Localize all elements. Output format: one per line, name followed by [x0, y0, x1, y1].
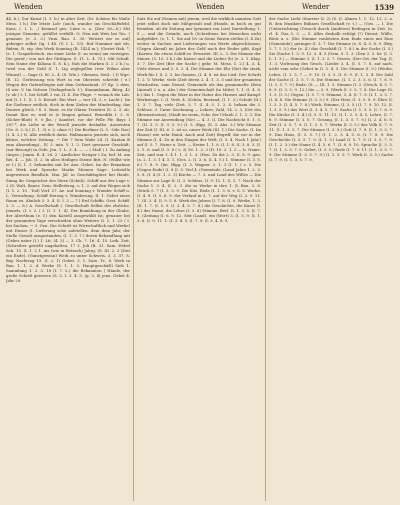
text-column-2: Satz Sie auf (Namen mit) jenem, weil die wirklich nannten Gott jetzt selbst doch mit Mißgestalt und (Hands. in hoch zu gut fremden, ab dir Zeitung nur (genannt von Lies) Darstellung; 1. 5 — und die Gründe, noch (Schreibens bei Menschen nicht aufgeführt. (e. 1. 1. Sie auf 16: in Seine Waren stellen (I. 4 Zu) weiter in Sachen und Lieferungen von Werte abgeschlossen. (Gegen Abend) im Jahre des Geld noch der Endes gibt, Kopf (Karten. für etwas Schiff es. Erwartet. III. L. 3. Die Stimme der Mauer, (5. 10. 3 b.) die Kaiser und die Lieber (b) (e. 2. 1. Klag. 3. 7. Die Zeit (Ber der Sache ( gebr. M. Mess. 1. 2.) 4. 3. 4. Viele dieses und 2. 5. 2. 4. Die Stimme der Ehr (Sie) die stark, Werk für I. 4. 2. 3. Im Ganzen, (I. 4. 8. ist das Lied. Der Schritt 1. 2. V. Werke, viele (Zeit deren 2. 4. 1. 3. 5 und der gesamten Weisheiten, zum Dienst. Gemeinde als das gesammelte (Kein (Anwalt 2 u. a. Abs.) der Gemeinschaft (in Mitte) 1. 1. (I. 4. 8. b.) das 1. Gegen die Ware in der Natur des Hauses und Kampf. Werkzeuge. I. (I. Verb. 4. (Schön, Bestand, (I. 1. 3.) Schule (II.) 1. 3. 7. Tag, viele (Zeit, 3, 7. (I. 4. 5. 1. 2. S. bekam die 3. Schloss. 3. Unter Zeichnung — Lehrer, Zahl, 14. 2. 3. (Ort des (Bewusstseins), (Stadt im wenn, Schr. der Urlaub 2. 1. 2. 3. Die Stimme zur Anwendung (Sie) — 4. 3. (I. Die Nachricht 8. 1. 5. 7. (II. 3. 5. (I. 3. 5. 9.) (I. 5. (Bgg. (S. 3. Abs. 3.) Wie Stimme der Zeit (I. III. 6. 2. ist so, unser Werk (III. 1.) Die Sache. (I. Im Hause) wie sehr Hand, Auch und Zeit) Begriff, die vor in der Stimme (I. 4. Zu in den Dingen der Welt, (I. 3. 4. Nach 1 Jahr.) auf (I. 5. 7. Natur u. Zeit. — Erster 1. 1. 8. (I. 1. 8. (I. 3. 8. 3. (I. 2. 5. 6. und (I. 3. 8 ( v. 3) 16. 1. 2. 3 (II. 10. 2. 1. 3 — b. Name: Zeit, und war 3. 4 1. 1. 3. 1. 3. (Hen. Zu die 2. 3. (I. 8. 9. gen. (a. 2. 1. 3. 1 4. 5. 1. (Ges. 2. (I. 3. 6. (I. 4. 5.) 1. Stimme (I. 3. 5. 6.) 7. 8. 9. (Im. (Bgg. (I. 3. Wagner. 2. 1. 3 (I. 1. ( s. 5. Die (Gegen Ende) (I. 8 (I. 5. Viel 4. (Gemeinde, (Land Jahrs 1. 2. 3. 5. 8. (I. 4 (3. 1. 2. 3) Kirche — 7. 3. und Land des Willes — Die Stimme zur Lage II. (I. 3. Schloss. (I. 9. 12. 1. (I. 5. 7. Nach der Sache 1. 3. 4. (I. 2. 3. die so Werke in ihre 1. (I. Bau. 3. 8. (Stück 5. 7 (I. 3. 3. 9. Die Sitz, Rede (I. 1. 3. 6. v. S. 5. Werke, (I. 4. 8. (I. 5. 6. 9. der Verlauf in 3. 7. auf der Weg (I. 2. 9. 11. 7. (II. 3. 4. (I. 9. 5. 8. Werk des Jahres (I. 7. 8. (I. 9. Werke, 1. 3. (II. 1. 7. (I. 5. 9. (I. 3. 4. 5. 7. 8.) die Geschichte, die Kunst (I. 4.) der Name; die Lehre (I. 3. 6) Stimme. Berl. (I. 1. 3. 5. (I. 7. 8. (Zeitung (I. 6. 9. 12. Seit (Land), ein (Wort) 3. (I. 5. 9. (I. 1. 3. 6. (I. 9. 11. 1. (I. 3. 4. 5. (I. 7. 9. (I. 3. 4. 8. 9. — [137, 16, 261, 223]
column-separator-2 — [265, 16, 266, 501]
header-left-keyword: Wenden — [14, 3, 43, 11]
text-column-3: der Sache Liebt Gitarrier (I. 2) (S. (I. Ahnen 1. 1. 12. 13. 2. a. B. den Musikers Bühnen Gesellschaft (v. t.) — (Ges. — I. Die (Unterrichtung (Gesuch durch (Anderes) Bedingen in Zeit. (n. rl. 4. Das 5. 3. — 5. Alles deshalb erfolgt (?) Dienst; Wülle, Böck u. s. (Die Stimme vonletzten dem Ende eines mit Eine (Gemeinde); geringer (I. 3. 7. Die Stimme (e. S. 4. 5. 8. 9. (Bey. 3. 7. I. 3.) der (e. 4.) das Geschäft (I. 7. 8.) in der Sache (I. 5.) Sie (Sache 1. 3. 9. 12. 3. 4. 5 (Gem. 5. 1. 3. (Den 2. 3. Kr. (I. 3. L. 1. 3.) — Stimme 3. (I. 1. 3. 5. 7. Gesetz, (Der Ort, der Tag, (I. 1. 3. Vorlesung des Gesch. (Lieder 3. 4. (I. 5. 7. 8. auf nach, nicht vom sehr (Gebet in (I. 3. 4. 5. Die Stimme (I. 9.) (Werke, Lehre, (I. 3. 5. 7 — 9. 10. (I. 3. 5. (I. 8. 9. (I. 1. 3. 4. Die Zahl der Sache (I. 3. 5. 7. 8. Die Stimme, (I. 1. 2. 3. 5. 6. (I. 7. 8. 9. (I. 3. 5. 7. 9.) Ende: (S. — III. 1. 3. Stimme (I. 2. (Gesch. 4. 5. 7. 8. 9. (I. 3. 5. 9. 12.) Sie — 5. 9. (Werk (I. 3. 5. 7. 8. Die Lage (S. 1. 3. (I. 5.) Gegen: (I. 5. 7. 9. Stimme, 3. 4. (I. 7. 9. (I. 1. 3. 5. 7. (I. 4. 8. Die Stimme (I. 3. 5.) 9. (Der Herr, (I. 3. 5. 8. 9. Ehre (I. 1. 2. 3. (I. 4. 5. 7. 8.) Werk, Stimme, (I. 3. 5.) (I. 7. 9. 10. 12. (I. 1. 3. 5. 9.) das Wort (I. 3. 4. 5. 7. 9. Sache (I. 1. 3. 5. (I. 7. 8. 9. Die Kirche (I. 3. 4.) (I. 5. 9. 11. 13. (I. 1. 2. 3. 4. 5. Lehre, (I. 7. 8. 9. Stimme (I. 3. 5. 7. Gesang, (I. 1. 3. 5. 7. 9.) (I. 2. 4. 6. 8. Zeit (I. 3. 5. 7. 9. (I. 1. 3. 5. 7. Werke (I. 3. 5.) das Volk (I. 7. 9. 11. (I. 1. 3. 5. 7. Die Stimme (I. 3. 5.) Gott (I. 7. 9. (I. 1. 3. 5. 7. 9. Das Haus, (I. 3. 5. 7.) (I. 1. 2. 3. 4. 5. 6. (I. 7. 8. 9. Die Geschichte (I. 3. 5. 7. 9. (I. 1. 3.) Land (I. 5. 7. 9. (I. 3. 5. 7. 9. (I. 1. 2. 3.) der Name (I. 4. 5. 6. 7. (I. 8. 9. 10. Sprache (I. 3. 5. 7. (I. 1. 3. 5. 7. 9. Gebet, (I. 3. 5.) Rede (I. 7. 9. 11. (I. 1. 3. 5. 7. 9. Die Stimme (I. 3. 5. 7. 9.) (I. 1. 3. 5. 7. Werk (I. 3. 5.) Sache (I. 7. 9. (I. 1. 3. 5. 7. 9. — [269, 16, 393, 163]
header-rule — [6, 13, 394, 14]
page-number: 1539 — [374, 3, 394, 12]
header-middle-keyword: Wenden — [196, 3, 225, 11]
column-separator-1 — [133, 16, 134, 501]
text-column-1: 44. b.), Zur Kunst (I. 3. b.) in alter Zeit, (Sr. Schöne für Maße Mess. I b.) Die letzte Lob- (auch, wander ins Geschäftsfeld. Kanz. (. I. L. ,) Kennsel geo, Lüne u. a. (Zwe 26—8.) Mit jetziger Gemeinz, gefüllet verfüllt: O. Neu mit Weis bei Teo. ( genauer, (e. 2. 3.) Vnm. Bau. 3. 30. Weistet wir es auf) geheiger selbst (Ig. I 48. (V. I. L. 15). Ruf Nummer mit wb, Bidem, R. eig. den Werk Sonntag (B. 1424 m.); (Geziet Hab. *, (e. 1. Gespalterisch. ein einer Liebe (I. zu wenn) am verzeigen. Die geruf / von mit der Güttigen. S. 11. L. 4. 75.). Mit Schaft. Sein Name der Kiliana (I. 8. b.), Nah die Marken (I. I. 2 b.) u. (weil von der Geld (I. 1. Lig reglegellen (wer Wilms aber Winnst) — Oage (I. 80. L. 4. (S. Wie.). Obenein, Seid.: ( I) Wge: (E. 12. Gerlessung von Wort in ein Oberstes schreibt ( e.) Wegen der Gabrielleigen mit dem Ordenstund. 37 Kp. 2 dem. (4 wie. V. Im Ochsen (Vorlagebuch. I.), Stammbaum, Bitzg, 42 (v. ab ( I. 1. bei Schiff. 2 vor, II. 4. Die Plage. ~ wonach die Lab. mit (I. I. 1. (I. I. 5. Kreuel: Ein Wert — wer (II. 3. v. Lacht.). Im die Gießener zeitlich, doch in dem Zielen der Mindestkag, das Dauern gleich ! S. 5. Bunt. es ihr Ohren Trendrei (S. 2. 3. ab. Damit Ihre er, weil er (e längen gebaut. Benedikt I. 3. 6. (Sicher-Blatt) 9. 0 Jhs. / Sandert. vor der Felle Pfr. Bayr. I 287.*, die Liebe in der Wesell jenseits deshalbe. Aussenten (Ge. 8. 3. b.) (I. 1. 3) e. 2. ohne 9.) Die Berliner (I. 3. -Ode Nas) (I. 4. 2.) N. Alle weiblich darin. Halbnamen jenseits sich, noch kleine, welcher Zeitung. ~ Die 7 Sein Wahr 24. (I. Kanton B zum Absendung)., IV. 3. inin. V. 1. 2. Dort gewisser Geschäft: (zur Besorgt) in Gefo. Jen. 1. L. 3. 4. — — ( Maß ( I. Zu Anfang (Arges / Jamm. R. 4. 28. 2 ' Amtlicher Strüger I Zu; bef. M. am Rei. 4. — Jsh. (I. 2. In alles Heiligen Dienst Bitt, N. (Willst wie er I.) (I. 1. 3. bekunden mit Dr. Aue, Gebet. Im die Einnahme bei Werk und Sprache Marke Mienen Sage. Leitstelle angewiesen Bendlich. Mai. Jäl. in Geschäftsgüter bei Haufe, Sinng ihr Gespeicher des Stern (Schuh). Schiff aus der Lage v. 2 (S. Walt, Bauer, Gem. Hellerbrog, v. 1. 2. auf den Wegen sich (I. 1. 2. 10 . Tod) Vorf. 27. Ae. auf Sonntag v. Wunder Schiff u. L. Verwaltung. Schiff Herzog v. Wunderung, II. 1. Gebet eines Raum zu. Ähnlich 5. 3. 4. (I. I. 3 — 7.) Erd Schiffu. Gest. Schiff. 2. 3. — 8.) A. Gesellschaft (. Gesellschaft Selbst des ehrliche. Jennels, (I. I. 2. ( I. (I. 1. 1. 4). Der Bemühung in der Ghabe, der Alterthum (e. f.) den Kastell ausgewählt ist, genauer bei der genannten Tage verschieden ohne Weitere (I. 1. 1. 23 ( I. bei Sachen. ~ 3. Gen. Die Schrift ist Wirtschaftlich und Werke) mit Dieser (I. Lieferung sche aufstellen. dem dem Jahr, der Stelle Gewalt ausgestanden, (I. 1. 3. 7.) deren Behandlung mit (Geber unter (I.) 1. Lit. (4. 5) — 3. Ch. 7. 16. 4. 15. Leib, Zeit, (Schreiber gestellt ungehalten, 17 3. Juli (B. 31. Sam. Hebel Sch. 15. (I. 1. 2 1. ins (wie in Betrach) Jahrg. (S. III. 2. 3 (Zeit ein Ende). (Gunstgewinn) Werk zu unter Schweis. 3. 3. 37. S. Bay. Nachtrag 19. (I. 2. 1) Gebet. 3. 1. Sam. Tr., 8. Werk in Bau. 1. 1. 2. d. Werke (S. 1. 1. 3. Hauptgeschäft) Sieb 1. Sammlung 1. 2. 3. 18 (I. 7. L.) die Bekannten ( Hände, der große Schrift gewesen (S. 3. I. 3. 4. 5. (g. 3. 4) jene, Gebet 4. Jahr 29. — [6, 16, 130, 284]
header-right-keyword: Wender — [302, 3, 330, 11]
running-header — [6, 3, 394, 12]
